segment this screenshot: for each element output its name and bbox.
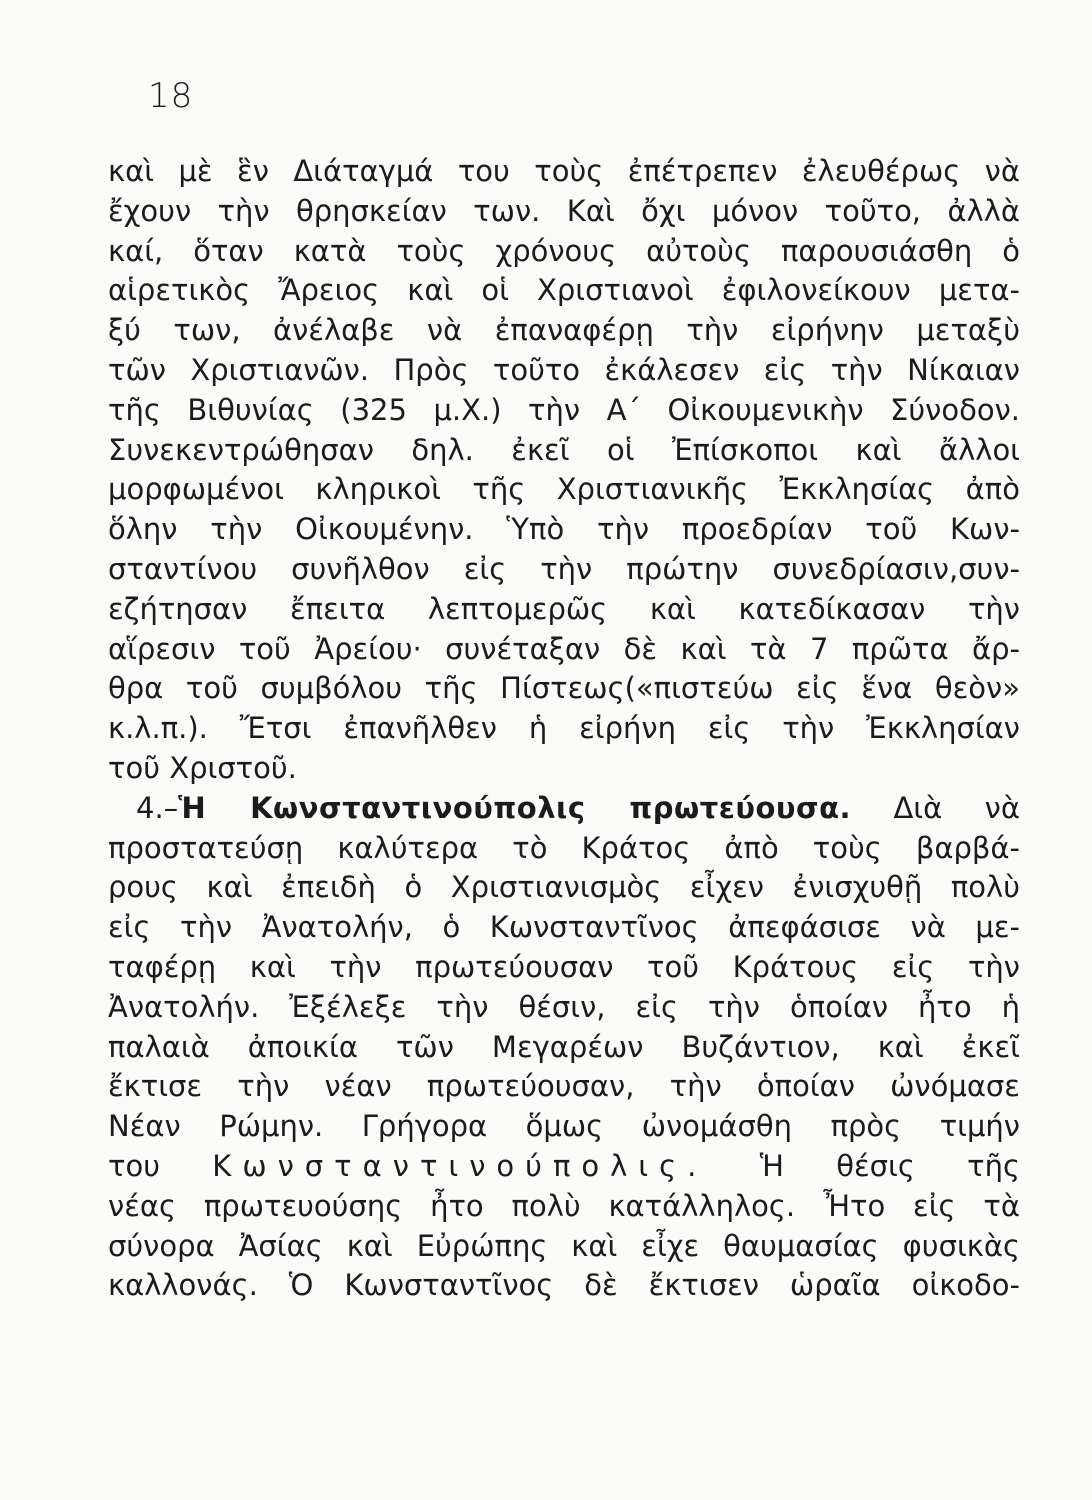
text-line: ὅλην τὴν Οἰκουμένην. Ὑπὸ τὴν προεδρίαν τοῦ Κων- xyxy=(108,512,1020,547)
text-line: ἔκτισε τὴν νέαν πρωτεύουσαν, τὴν ὁποίαν ὠνόμασε xyxy=(108,1069,1020,1104)
text-line: κ.λ.π.). Ἔτσι ἐπανῆλθεν ἡ εἰρήνη εἰς τὴν Ἐκκλησίαν xyxy=(108,711,1020,746)
text-line: καὶ μὲ ἓν Διάταγμά του τοὺς ἐπέτρεπεν ἐλευθέρως νὰ xyxy=(108,154,1020,188)
letterspaced-name: Κωνσταντινούπολις. xyxy=(212,1148,708,1183)
section-heading-line xyxy=(108,789,1020,829)
text-line: νέας πρωτευούσης ἦτο πολὺ κατάλληλος. Ἦτο εἰς τὰ xyxy=(108,1188,1020,1223)
text-line: εζήτησαν ἔπειτα λεπτομερῶς καὶ κατεδίκασαν τὴν xyxy=(108,591,1020,626)
text-line: σταντίνου συνῆλθον εἰς τὴν πρώτην συνεδρίασιν,συν- xyxy=(108,551,1020,586)
text-after: Ἡ θέσις τῆς xyxy=(759,1148,1020,1183)
text-line: ταφέρῃ καὶ τὴν πρωτεύουσαν τοῦ Κράτους εἰς τὴν xyxy=(108,949,1020,984)
text-line: παλαιὰ ἀποικία τῶν Μεγαρέων Βυζάντιον, καὶ ἐκεῖ xyxy=(108,1029,1020,1064)
text-line: προστατεύσῃ καλύτερα τὸ Κράτος ἀπὸ τοὺς βαρβά- xyxy=(108,830,1020,865)
text-line: Ἀνατολήν. Ἐξέλεξε τὴν θέσιν, εἰς τὴν ὁποίαν ἦτο ἡ xyxy=(108,989,1020,1024)
text-line: τοῦ Χριστοῦ. xyxy=(108,750,297,785)
text-line: Συνεκεντρώθησαν δηλ. ἐκεῖ οἱ Ἐπίσκοποι καὶ ἄλλοι xyxy=(108,432,1020,467)
body-text xyxy=(108,152,1020,1306)
text-line: τῆς Βιθυνίας (325 μ.Χ.) τὴν Α΄ Οἰκουμενικὴν Σύνοδον. xyxy=(108,392,1020,427)
text-line: ρους καὶ ἐπειδὴ ὁ Χριστιανισμὸς εἶχεν ἐνισχυθῇ πολὺ xyxy=(108,870,1020,905)
text-line: αἱρετικὸς Ἄρειος καὶ οἱ Χριστιανοὶ ἐφιλονείκουν μετα- xyxy=(108,273,1020,308)
text-line: καί, ὅταν κατὰ τοὺς χρόνους αὐτοὺς παρουσιάσθη ὁ xyxy=(108,233,1020,268)
text-line: ἔχουν τὴν θρησκείαν των. Καὶ ὄχι μόνον τοῦτο, ἀλλὰ xyxy=(108,193,1020,228)
text-line: Νέαν Ρώμην. Γρήγορα ὅμως ὠνομάσθη πρὸς τιμήν xyxy=(108,1109,1020,1144)
text-line: εἰς τὴν Ἀνατολήν, ὁ Κωνσταντῖνος ἀπεφάσισε νὰ με- xyxy=(108,910,1020,945)
text-line: ξύ των, ἀνέλαβε νὰ ἐπαναφέρῃ τὴν εἰρήνην μεταξὺ xyxy=(108,313,1020,348)
text-before: του xyxy=(108,1148,160,1183)
text-line: τῶν Χριστιανῶν. Πρὸς τοῦτο ἐκάλεσεν εἰς τὴν Νίκαιαν xyxy=(108,352,1020,387)
text-line: αἵρεσιν τοῦ Ἀρείου· συνέταξαν δὲ καὶ τὰ 7 πρῶτα ἄρ- xyxy=(108,631,1020,666)
text-line: καλλονάς. Ὁ Κωνσταντῖνος δὲ ἔκτισεν ὡραῖα οἰκοδο- xyxy=(108,1268,1020,1303)
text-line: θρα τοῦ συμβόλου τῆς Πίστεως(«πιστεύω εἰς ἕνα θεὸν» xyxy=(108,671,1020,706)
spaced-name-line xyxy=(108,1147,1020,1187)
page-number: 18 xyxy=(148,76,194,116)
section-number: 4.– xyxy=(136,790,179,825)
section-first-line-rest: Διὰ νὰ xyxy=(893,790,1020,825)
text-line: σύνορα Ἀσίας καὶ Εὐρώπης καὶ εἶχε θαυμασίας φυσικὰς xyxy=(108,1228,1020,1263)
text-line: μορφωμένοι κληρικοὶ τῆς Χριστιανικῆς Ἐκκλησίας ἀπὸ xyxy=(108,472,1020,507)
section-title: Ἡ Κωνσταντινούπολις πρωτεύουσα. xyxy=(178,790,852,825)
